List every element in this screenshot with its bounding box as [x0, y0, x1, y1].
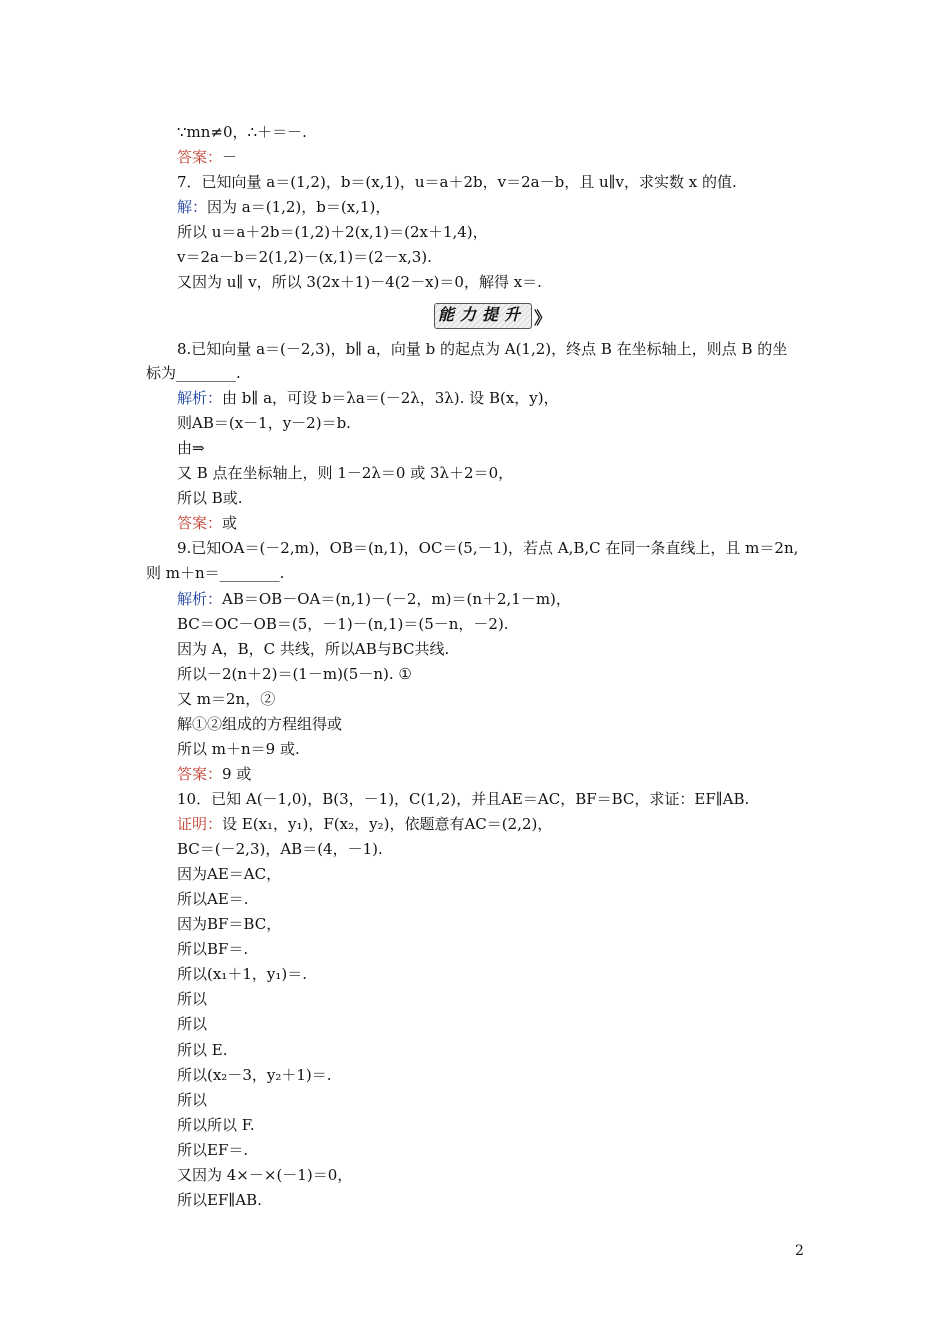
text-line: 所以(x₂－3，y₂＋1)＝.	[177, 1066, 332, 1084]
text-line: 因为BF＝BC，	[177, 915, 282, 933]
section-banner	[434, 302, 552, 328]
text-line: 所以AE＝.	[177, 890, 249, 908]
proof-line: 证明：设 E(x₁，y₁)，F(x₂，y₂)，依题意有AC＝(2,2)，	[177, 815, 553, 833]
text-line: 又因为 4×－×(－1)＝0，	[177, 1166, 353, 1184]
text-line: 则AB＝(x－1，y－2)＝b.	[177, 414, 351, 432]
text-line: BC＝(－2,3)，AB＝(4，－1).	[177, 840, 383, 858]
text-line: v＝2a－b＝2(1,2)－(x,1)＝(2－x,3).	[177, 248, 432, 266]
answer-line: 答案：或	[177, 514, 238, 532]
analysis-line: 解析：由 b∥ a，可设 b＝λa＝(－2λ，3λ). 设 B(x，y)，	[177, 389, 559, 407]
text-line: 因为 A，B，C 共线，所以AB与BC共线.	[177, 640, 450, 658]
question-10: 10．已知 A(－1,0)，B(3，－1)，C(1,2)，并且AE＝AC，BF＝BC，求证：EF∥AB.	[177, 790, 750, 808]
question-8-continued: 标为________.	[146, 364, 241, 382]
question-9-continued: 则 m＋n＝________.	[146, 564, 285, 582]
text-line: 所以	[177, 1015, 208, 1033]
text-line: 所以－2(n＋2)＝(1－m)(5－n). ①	[177, 665, 412, 683]
question-7: 7．已知向量 a＝(1,2)，b＝(x,1)，u＝a＋2b，v＝2a－b，且 u∥v，求实数 x 的值.	[177, 173, 737, 191]
text-line: 所以 B或.	[177, 489, 243, 507]
page-number: 2	[795, 1243, 804, 1259]
answer-line: 答案：－	[177, 148, 238, 166]
text-line: 所以	[177, 990, 208, 1008]
banner-title: 能力提升	[437, 305, 526, 324]
text-line: 又 B 点在坐标轴上，则 1－2λ＝0 或 3λ＋2＝0，	[177, 464, 514, 482]
question-9: 9.已知OA＝(－2,m)，OB＝(n,1)，OC＝(5,－1)，若点 A,B,C 在同一条直线上，且 m＝2n,	[177, 539, 799, 557]
text-line: 又因为 u∥ v，所以 3(2x＋1)－4(2－x)＝0，解得 x＝.	[177, 273, 542, 291]
text-line: 所以 u＝a＋2b＝(1,2)＋2(x,1)＝(2x＋1,4)，	[177, 223, 488, 241]
text-line: 由⇒	[177, 439, 205, 457]
text-line: 所以(x₁＋1，y₁)＝.	[177, 965, 307, 983]
solution-line: 解：因为 a＝(1,2)，b＝(x,1)，	[177, 198, 391, 216]
text-line: ∵mn≠0，∴＋＝－.	[177, 123, 307, 141]
text-line: BC＝OC－OB＝(5，－1)－(n,1)＝(5－n，－2).	[177, 615, 509, 633]
text-line: 所以BF＝.	[177, 940, 249, 958]
double-chevron-icon: 》	[534, 309, 551, 329]
text-line: 又 m＝2n，②	[177, 690, 276, 708]
text-line: 所以所以 F.	[177, 1116, 255, 1134]
text-line: 所以EF＝.	[177, 1141, 249, 1159]
text-line: 所以 E.	[177, 1041, 228, 1059]
text-line: 解①②组成的方程组得或	[177, 715, 343, 733]
text-line: 所以	[177, 1091, 208, 1109]
analysis-line: 解析：AB＝OB－OA＝(n,1)－(－2，m)＝(n＋2,1－m)，	[177, 590, 571, 608]
text-line: 因为AE＝AC，	[177, 865, 282, 883]
text-line: 所以EF∥AB.	[177, 1191, 262, 1209]
question-8: 8.已知向量 a＝(－2,3)，b∥ a，向量 b 的起点为 A(1,2)，终点 B 在坐标轴上，则点 B 的坐	[177, 340, 788, 358]
text-line: 所以 m＋n＝9 或.	[177, 740, 300, 758]
answer-line: 答案：9 或	[177, 765, 252, 783]
